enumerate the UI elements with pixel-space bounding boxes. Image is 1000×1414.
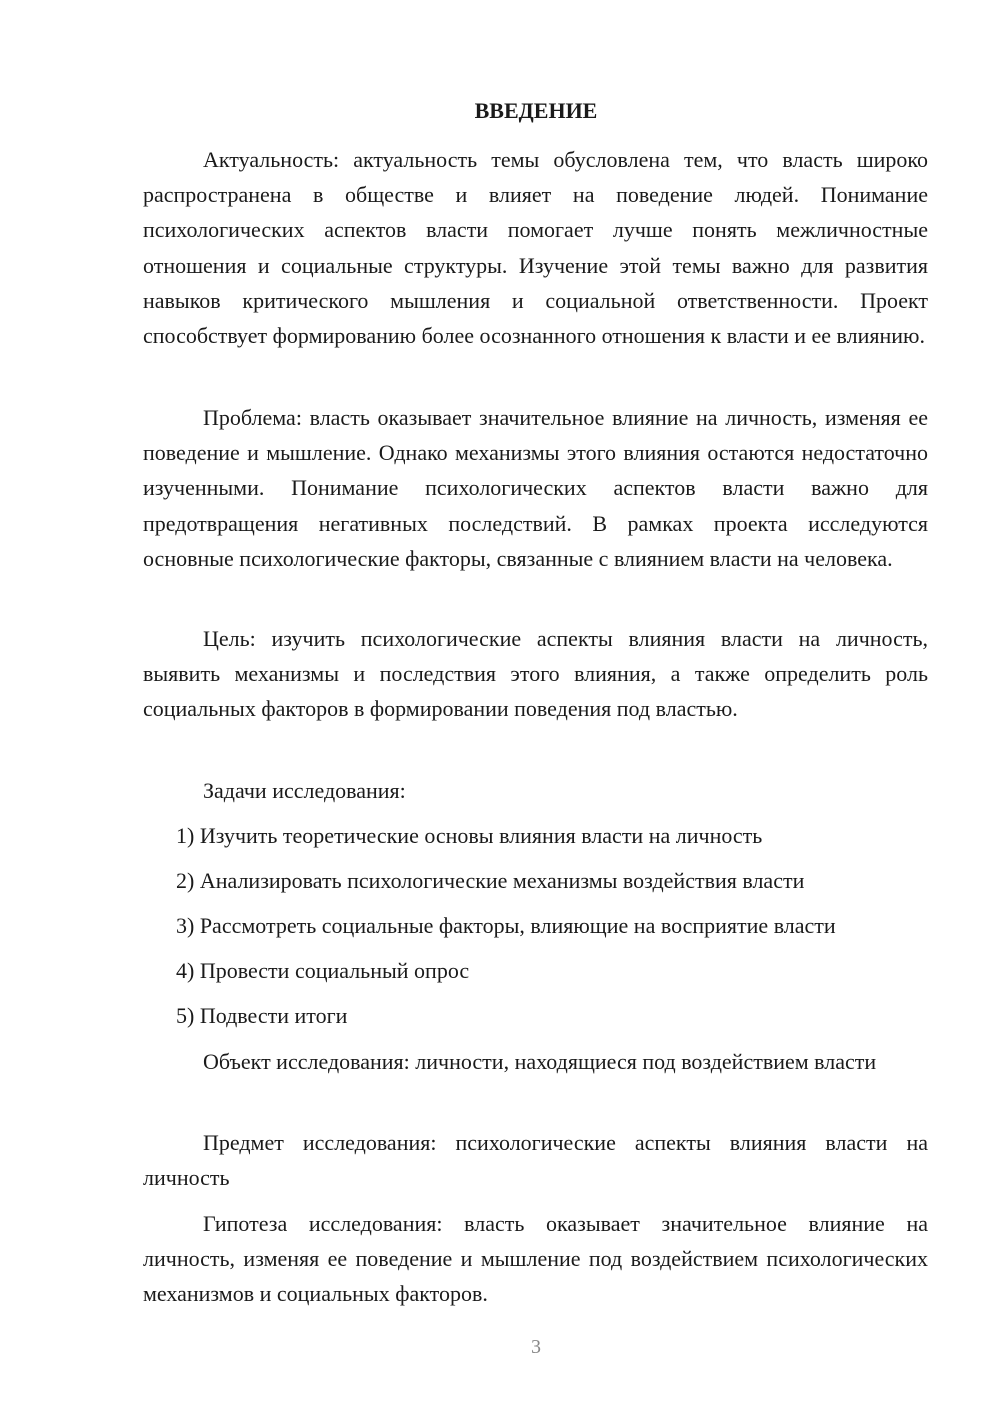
task-item-5: 5) Подвести итоги — [176, 1003, 348, 1028]
task-item-4: 4) Провести социальный опрос — [176, 958, 470, 983]
task-item-1: 1) Изучить теоретические основы влияния власти на личность — [176, 823, 763, 848]
page-title: ВВЕДЕНИЕ — [474, 98, 598, 123]
task-item-3: 3) Рассмотреть социальные факторы, влияющие на восприятие власти — [176, 913, 836, 938]
page-number: 3 — [531, 1336, 541, 1358]
task-item-2: 2) Анализировать психологические механизмы воздействия власти — [176, 868, 805, 893]
relevance-paragraph: Актуальность: актуальность темы обусловлена тем, что власть широко распространена в обществе и влияет на поведение людей. Понимание психологических аспектов власти помогает лучше понять межличностные отношения и социальные структуры. Изучение этой темы важно для развития навыков критического мышления и социальной ответственности. Проект способствует формированию более осознанного отношения к власти и ее влиянию. — [143, 147, 928, 349]
problem-paragraph: Проблема: власть оказывает значительное влияние на личность, изменяя ее поведение и мышление. Однако механизмы этого влияния остаются недостаточно изученными. Понимание психологических аспектов власти важно для предотвращения негативных последствий. В рамках проекта исследуются основные психологические факторы, связанные с влиянием власти на человека. — [143, 405, 928, 571]
object-paragraph: Объект исследования: личности, находящиеся под воздействием власти — [203, 1049, 877, 1074]
tasks-heading: Задачи исследования: — [203, 778, 406, 803]
subject-paragraph: Предмет исследования: психологические аспекты влияния власти на личность — [143, 1130, 928, 1191]
hypothesis-paragraph: Гипотеза исследования: власть оказывает значительное влияние на личность, изменяя ее поведение и мышление под воздействием психологических механизмов и социальных факторов. — [143, 1211, 928, 1307]
goal-paragraph: Цель: изучить психологические аспекты влияния власти на личность, выявить механизмы и последствия этого влияния, а также определить роль социальных факторов в формировании поведения под властью. — [143, 626, 928, 722]
